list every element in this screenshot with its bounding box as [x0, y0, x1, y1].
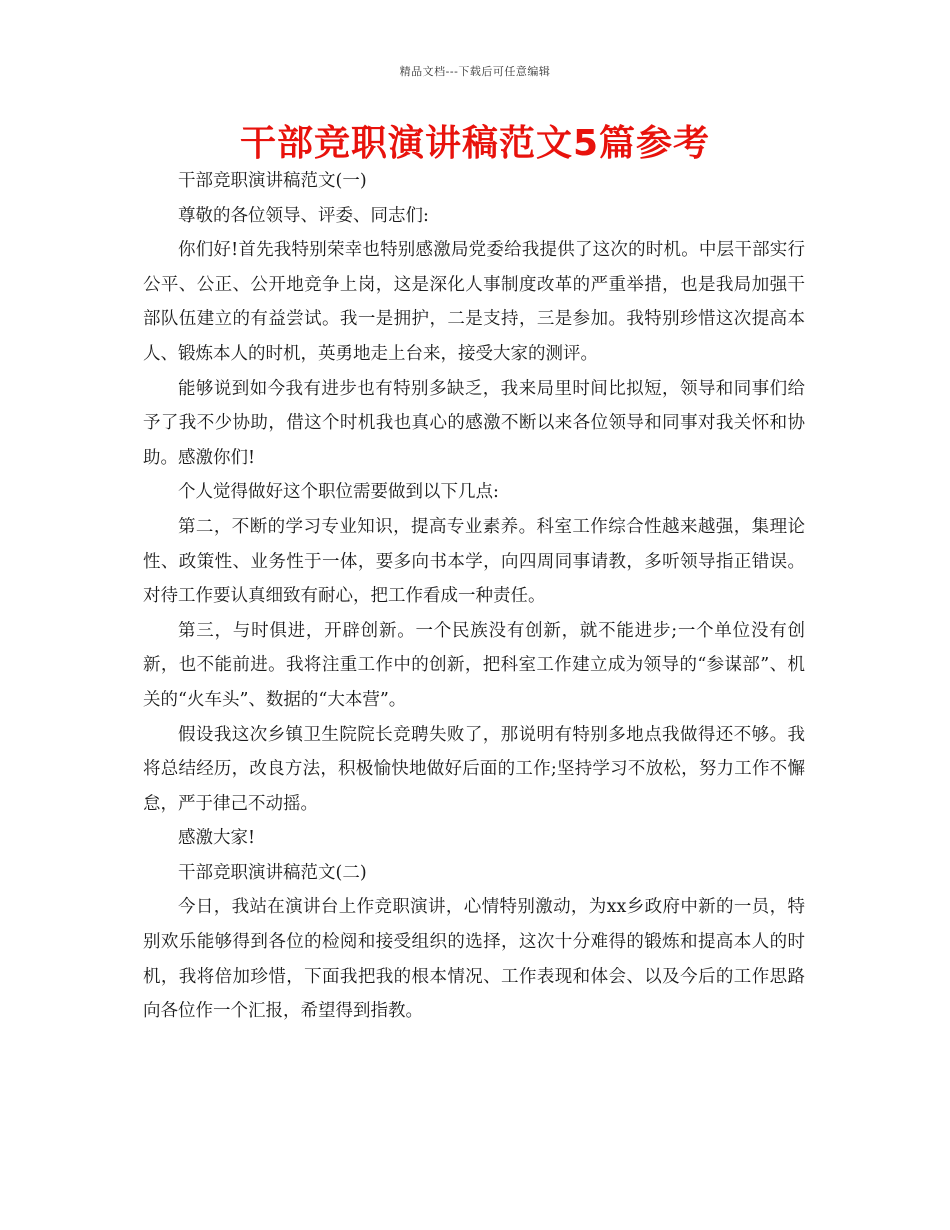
paragraph: 假设我这次乡镇卫生院院长竞聘失败了，那说明有特别多地点我做得还不够。我将总结经历，改良方法，积极愉快地做好后面的工作;坚持学习不放松，努力工作不懈怠，严于律己不动摇。 — [143, 724, 805, 814]
document-title: 干部竞职演讲稿范文5篇参考 — [239, 123, 711, 164]
paragraph: 能够说到如今我有进步也有特别多缺乏，我来局里时间比拟短，领导和同事们给予了我不少协助，借这个时机我也真心的感激不断以来各位领导和同事对我关怀和协助。感激你们! — [143, 378, 805, 468]
paragraph: 第二，不断的学习专业知识，提高专业素养。科室工作综合性越来越强，集理论性、政策性、业务性于一体，要多向书本学，向四周同事请教，多听领导指正错误。对待工作要认真细致有耐心，把工作看成一种责任。 — [143, 516, 805, 607]
section-heading-1: 干部竞职演讲稿范文(一) — [178, 171, 367, 191]
paragraph: 个人觉得做好这个职位需要做到以下几点: — [178, 482, 499, 503]
header-note: 精品文档---下载后可任意编辑 — [399, 65, 551, 78]
section-heading-2: 干部竞职演讲稿范文(二) — [178, 862, 367, 883]
salutation: 尊敬的各位领导、评委、同志们: — [178, 205, 429, 226]
paragraph: 你们好!首先我特别荣幸也特别感激局党委给我提供了这次的时机。中层干部实行公平、公正、公开地竞争上岗，这是深化人事制度改革的严重举措，也是我局加强干部队伍建立的有益尝试。我一是拥护，二是支持，三是参加。我特别珍惜这次提高本人、锻炼本人的时机，英勇地走上台来，接受大家的测评。 — [143, 240, 805, 364]
paragraph: 第三，与时俱进，开辟创新。一个民族没有创新，就不能进步;一个单位没有创新，也不能前进。我将注重工作中的创新，把科室工作建立成为领导的“参谋部”、机关的“火车头”、数据的“大本营”。 — [143, 620, 805, 710]
document-body — [143, 164, 805, 1029]
closing: 感激大家! — [178, 828, 256, 849]
paragraph: 今日，我站在演讲台上作竞职演讲，心情特别激动，为xx乡政府中新的一员，特别欢乐能够得到各位的检阅和接受组织的选择，这次十分难得的锻炼和提高本人的时机，我将倍加珍惜，下面我把我的根本情况、工作表现和体会、以及今后的工作思路向各位作一个汇报，希望得到指教。 — [143, 897, 805, 1022]
